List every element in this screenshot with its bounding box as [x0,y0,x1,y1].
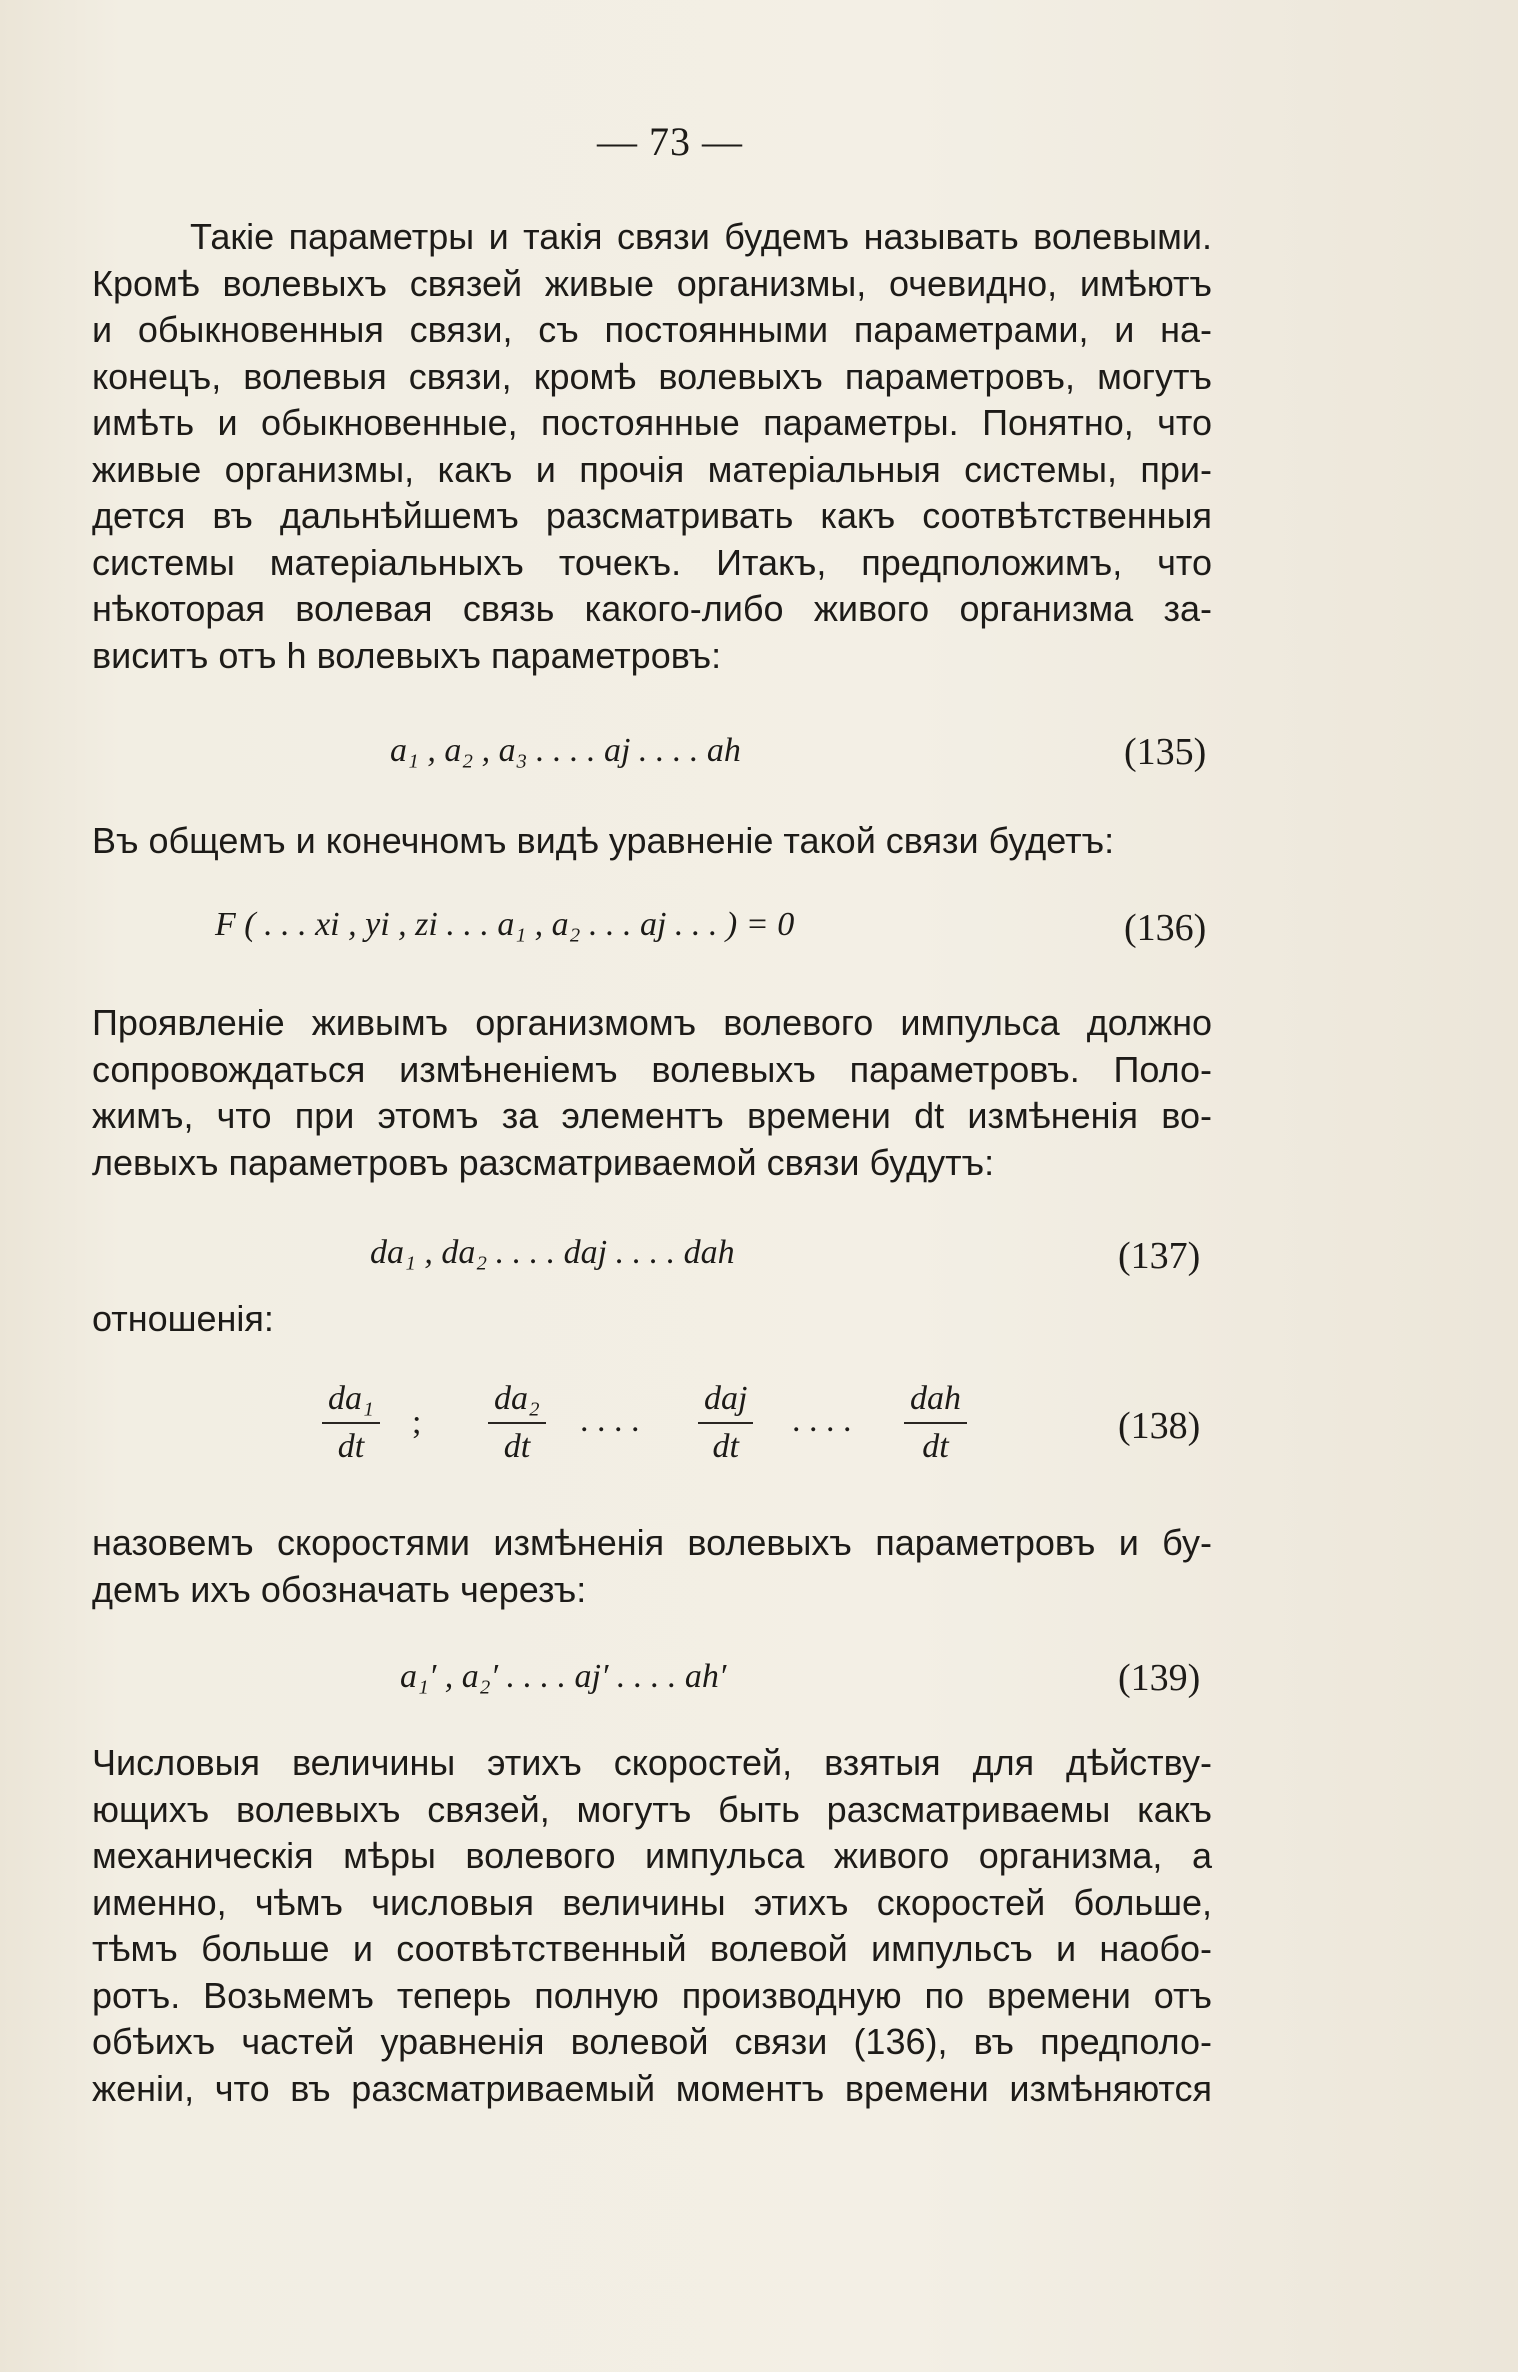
fraction-da2-dt [488,1380,546,1466]
text-line: виситъ отъ h волевыхъ параметровъ: [92,634,722,676]
equation-number-136: (136) [1124,907,1207,949]
text-line: системы матеріальныхъ точекъ. Итакъ, предположимъ, что [92,541,1212,583]
equation-number-138: (138) [1118,1405,1201,1447]
fraction-denominator: dt [712,1428,739,1465]
text-line: имѣть и обыкновенные, постоянные параметры. Понятно, что [92,402,1212,443]
fraction-da1-dt [322,1380,380,1466]
equation-number-137: (137) [1118,1235,1201,1277]
text-line: жимъ, что при этомъ за элементъ времени dt измѣненія во- [92,1095,1212,1136]
fraction-numerator: dah [904,1380,967,1424]
fraction-numerator: da₁ [322,1380,380,1424]
text-line: Проявленіе живымъ организмомъ волевого импульса должно [92,1002,1212,1043]
text-line: и обыкновенныя связи, съ постоянными параметрами, и на- [92,309,1212,350]
text-line: ющихъ волевыхъ связей, могутъ быть разсматриваемы какъ [92,1788,1212,1830]
relations-label: отношенія: [92,1298,274,1339]
fraction-daj-dt [698,1380,753,1466]
text-line: тѣмъ больше и соотвѣтственный волевой импульсъ и наобо- [92,1928,1212,1969]
text-line: Кромѣ волевыхъ связей живые организмы, очевидно, имѣютъ [92,262,1212,304]
fraction-dah-dt [904,1380,967,1466]
text-line: демъ ихъ обозначать черезъ: [92,1568,587,1610]
fraction-separator: ; [412,1404,422,1441]
text-line: дется въ дальнѣйшемъ разсматривать какъ соотвѣтственныя [92,495,1212,536]
text-line: женіи, что въ разсматриваемый моментъ времени измѣняются [92,2067,1212,2109]
fraction-dots: . . . . [580,1402,640,1439]
text-line: механическія мѣры волевого импульса живого организма, а [92,1835,1212,1876]
equation-135: a₁ , a₂ , a₃ . . . . aj . . . . ah [390,732,741,769]
equation-number-135: (135) [1124,731,1207,773]
page-number: — 73 — [597,119,743,164]
text-line: живые организмы, какъ и прочія матеріальныя системы, при- [92,448,1212,490]
paragraph-3 [92,1000,1212,1186]
text-line: конецъ, волевыя связи, кромѣ волевыхъ параметровъ, могутъ [92,355,1212,397]
equation-136: F ( . . . xi , yi , zi . . . a₁ , a₂ . . . aj . . . ) = 0 [215,906,795,943]
fraction-dots: . . . . [792,1402,852,1439]
fraction-numerator: daj [698,1380,753,1424]
text-line: нѣкоторая волевая связь какого-либо живого организма за- [92,588,1212,629]
paragraph-5 [92,1740,1212,2112]
equation-139: a₁′ , a₂′ . . . . aj′ . . . . ah′ [400,1658,727,1695]
text-line: обѣихъ частей уравненія волевой связи (136), въ предполо- [92,2021,1212,2062]
paragraph-4 [92,1520,1212,1613]
fraction-numerator: da₂ [488,1380,546,1424]
paragraph-1 [92,214,1212,679]
text-line: сопровождаться измѣненіемъ волевыхъ параметровъ. Поло- [92,1048,1212,1090]
text-line: Такіе параметры и такія связи будемъ называть волевыми. [190,216,1212,257]
text-line: ротъ. Возьмемъ теперь полную производную по времени отъ [92,1974,1212,2016]
fraction-denominator: dt [337,1428,365,1465]
fraction-denominator: dt [503,1428,531,1465]
equation-number-139: (139) [1118,1657,1201,1699]
equation-137: da₁ , da₂ . . . . daj . . . . dah [370,1234,735,1271]
text-line: Числовыя величины этихъ скоростей, взятыя для дѣйству- [92,1742,1212,1783]
text-line: назовемъ скоростями измѣненія волевыхъ параметровъ и бу- [92,1522,1212,1563]
text-line: именно, чѣмъ числовыя величины этихъ скоростей больше, [92,1881,1212,1923]
text-line: левыхъ параметровъ разсматриваемой связи будутъ: [92,1141,995,1183]
fraction-denominator: dt [922,1428,949,1465]
text-line: Въ общемъ и конечномъ видѣ уравненіе такой связи будетъ: [92,820,1115,861]
paragraph-2 [92,818,1212,865]
